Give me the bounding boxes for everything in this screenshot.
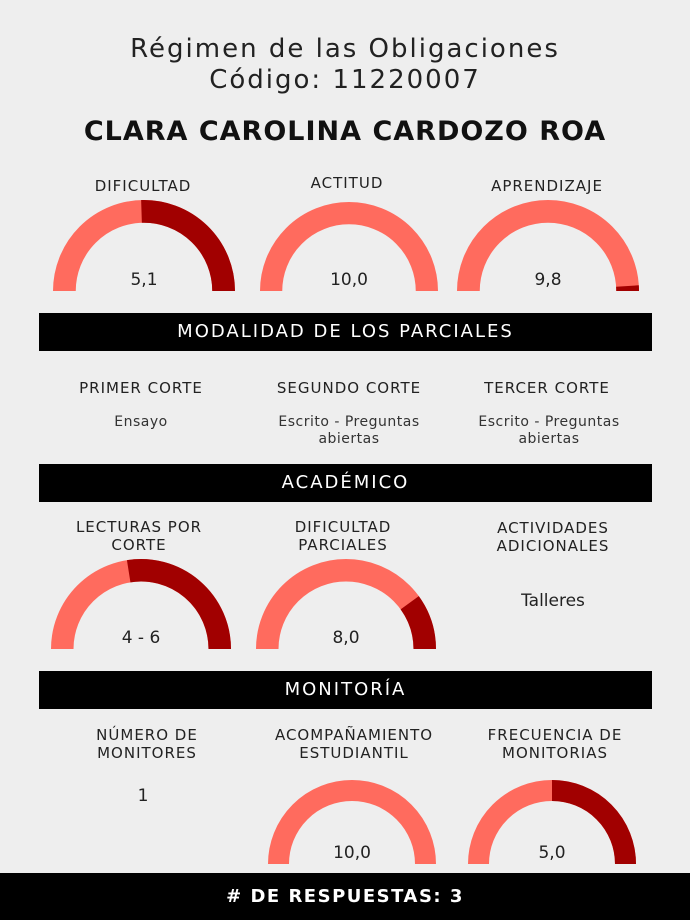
rating-label-actitud: ACTITUD bbox=[310, 174, 384, 192]
rating-value-actitud: 10,0 bbox=[330, 270, 368, 290]
section-band-academico: ACADÉMICO bbox=[39, 464, 652, 502]
corte-label-tercer: TERCER CORTE bbox=[484, 379, 610, 397]
corte-value-line: Ensayo bbox=[114, 414, 168, 430]
actividades-value: Talleres bbox=[521, 591, 585, 611]
label-line: ACTIVIDADES bbox=[497, 519, 609, 537]
label-line: MONITORES bbox=[97, 744, 197, 762]
rating-value-dificultad: 5,1 bbox=[130, 270, 158, 290]
corte-value-tercer bbox=[452, 414, 646, 448]
rating-label-aprendizaje: APRENDIZAJE bbox=[491, 177, 603, 195]
label-line: ACOMPAÑAMIENTO bbox=[274, 726, 434, 744]
rating-value-aprendizaje: 9,8 bbox=[534, 270, 562, 290]
dificultad-parciales-label bbox=[248, 518, 438, 554]
label-line: DIFICULTAD bbox=[294, 518, 392, 536]
corte-label-primer: PRIMER CORTE bbox=[79, 379, 203, 397]
corte-value-primer bbox=[46, 414, 236, 431]
corte-value-line: Escrito - Preguntas bbox=[278, 414, 420, 430]
acompanamiento-label bbox=[254, 726, 454, 762]
label-line: MONITORIAS bbox=[502, 744, 608, 762]
responses-footer: # DE RESPUESTAS: 3 bbox=[0, 873, 690, 920]
lecturas-value: 4 - 6 bbox=[121, 628, 161, 648]
professor-name: CLARA CAROLINA CARDOZO ROA bbox=[83, 116, 607, 147]
course-name: Régimen de las Obligaciones bbox=[130, 34, 560, 64]
label-line: FRECUENCIA DE bbox=[487, 726, 623, 744]
dificultad-parciales-value: 8,0 bbox=[332, 628, 360, 648]
corte-value-line: Escrito - Preguntas bbox=[478, 414, 620, 430]
section-band-monitoria: MONITORÍA bbox=[39, 671, 652, 709]
frecuencia-value: 5,0 bbox=[538, 843, 566, 863]
acompanamiento-value: 10,0 bbox=[333, 843, 371, 863]
section-band-modalidad: MODALIDAD DE LOS PARCIALES bbox=[39, 313, 652, 351]
frecuencia-label bbox=[460, 726, 650, 762]
label-line: LECTURAS POR bbox=[75, 518, 203, 536]
label-line: CORTE bbox=[111, 536, 167, 554]
label-line: PARCIALES bbox=[298, 536, 388, 554]
corte-label-segundo: SEGUNDO CORTE bbox=[276, 379, 422, 397]
corte-value-line: abiertas bbox=[318, 431, 380, 447]
label-line: ADICIONALES bbox=[496, 537, 610, 555]
label-line: ESTUDIANTIL bbox=[299, 744, 409, 762]
corte-value-line: abiertas bbox=[518, 431, 580, 447]
numero-monitores-label bbox=[52, 726, 242, 762]
numero-monitores-value: 1 bbox=[137, 786, 149, 806]
course-title bbox=[0, 34, 690, 96]
corte-value-segundo bbox=[252, 414, 446, 448]
course-code: Código: 11220007 bbox=[209, 65, 481, 95]
lecturas-label bbox=[44, 518, 234, 554]
label-line: NÚMERO DE bbox=[96, 726, 198, 744]
actividades-label bbox=[458, 519, 648, 555]
rating-label-dificultad: DIFICULTAD bbox=[94, 177, 192, 195]
